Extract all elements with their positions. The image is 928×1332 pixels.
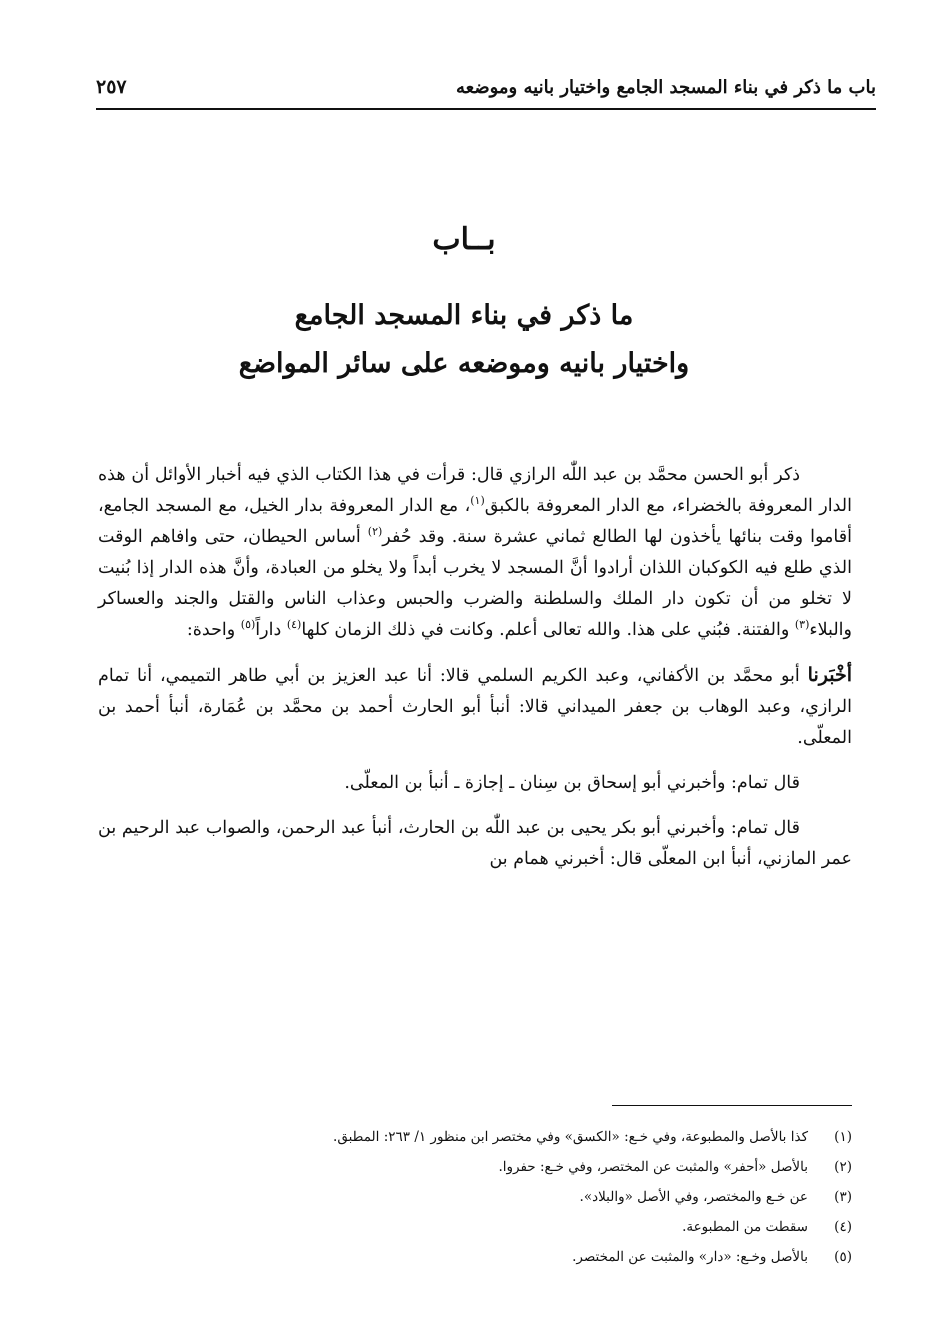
paragraph-1-part-c: أساس الحيطان، حتى وافاهم الوقت الذي طلع فيه الكوكبان اللذان أرادوا أنَّ المسجد لا يخرب أبداً ولا يخلو من العبادة، وأنَّ هذه الدار إذا بُنيت لا تخلو من أن تكون دار الملك والسلطنة والضرب والحبس وعذاب الناس والقتل والجند والعساكر والبلاء bbox=[98, 527, 852, 640]
footnote-number: (٥) bbox=[834, 1249, 852, 1265]
isnad-lead-word: أخْبَرنا bbox=[807, 664, 852, 686]
paragraph-4: قال تمام: وأخبرني أبو بكر يحيى بن عبد اللّٰه بن الحارث، أنبأ عبد الرحمن، والصواب عبد الرحيم بن عمر المازني، أنبأ ابن المعلّى قال: أخبرني همام بن bbox=[98, 818, 852, 869]
paragraph-2 bbox=[98, 660, 852, 754]
footnote-1 bbox=[160, 1122, 852, 1152]
footnote-ref-1: (١) bbox=[470, 494, 485, 508]
footnote-number: (٢) bbox=[834, 1159, 852, 1175]
footnote-2 bbox=[160, 1152, 852, 1182]
footnote-ref-3: (٣) bbox=[794, 618, 810, 632]
paragraph-3: قال تمام: وأخبرني أبو إسحاق بن سِنان ـ إجازة ـ أنبأ بن المعلّى. bbox=[344, 773, 800, 793]
footnote-text: سقطت من المطبوعة. bbox=[682, 1219, 808, 1235]
footnote-ref-4: (٤) bbox=[286, 618, 302, 632]
paragraph-1-part-b: ، مع الدار المعروفة بدار الخيل، مع المسجد الجامع، أقاموا وقت بنائها يأخذون لها الطالع ثماني عشرة سنة. وقد حُفر bbox=[98, 496, 852, 547]
chapter-title-line-1: ما ذكر في بناء المسجد الجامع bbox=[294, 300, 634, 331]
footnote-text: عن خـع والمختصر، وفي الأصل «والبلاد». bbox=[579, 1189, 808, 1205]
footnote-number: (١) bbox=[834, 1129, 852, 1145]
paragraph-2-text: أبو محمَّد بن الأكفاني، وعبد الكريم السلمي قالا: أنا عبد العزيز بن أبي طاهر التميمي، أنا تمام الرازي، وعبد الوهاب بن جعفر الميداني قالا: أنبأ أبو الحارث أحمد بن محمَّد بن عُمَارة، أنبأ أحمد بن المعلّى. bbox=[98, 666, 852, 748]
paragraph-1-part-e: داراً bbox=[255, 620, 287, 640]
footnote-5 bbox=[160, 1242, 852, 1272]
body-text bbox=[98, 460, 852, 889]
chapter-word: بــاب bbox=[432, 222, 496, 257]
running-header bbox=[96, 66, 876, 110]
footnote-ref-2: (٢) bbox=[367, 525, 383, 539]
footnotes bbox=[160, 1122, 852, 1272]
page-number: ٢٥٧ bbox=[96, 76, 127, 98]
footnote-3 bbox=[160, 1182, 852, 1212]
footnote-ref-5: (٥) bbox=[240, 618, 256, 632]
running-title: باب ما ذكر في بناء المسجد الجامع واختيار بانيه وموضعه bbox=[455, 76, 876, 98]
footnote-text: كذا بالأصل والمطبوعة، وفي خـع: «الكسق» وفي مختصر ابن منظور ١/ ٢٦٣: المطبق. bbox=[333, 1129, 808, 1145]
paragraph-1 bbox=[98, 460, 852, 646]
paragraph-1-part-d: والفتنة. فبُني على هذا. والله تعالى أعلم. وكانت في ذلك الزمان كلها bbox=[301, 620, 795, 640]
paragraph-1-part-a: ذكر أبو الحسن محمَّد بن عبد اللّٰه الرازي قال: قرأت في هذا الكتاب الذي فيه أخبار الأوائل أن هذه الدار المعروفة بالخضراء، مع الدار المعروفة بالكبق bbox=[98, 465, 852, 516]
footnote-number: (٤) bbox=[834, 1219, 852, 1235]
footnote-separator bbox=[612, 1105, 852, 1106]
chapter-title-line-2: واختيار بانيه وموضعه على سائر المواضع bbox=[238, 348, 690, 379]
paragraph-1-part-f: واحدة: bbox=[186, 620, 241, 640]
footnote-number: (٣) bbox=[834, 1189, 852, 1205]
footnote-text: بالأصل «أحفر» والمثبت عن المختصر، وفي خـع: حفروا. bbox=[498, 1159, 808, 1175]
footnote-4 bbox=[160, 1212, 852, 1242]
footnote-text: بالأصل وخـع: «دار» والمثبت عن المختصر. bbox=[572, 1249, 808, 1265]
chapter-title bbox=[120, 292, 808, 388]
